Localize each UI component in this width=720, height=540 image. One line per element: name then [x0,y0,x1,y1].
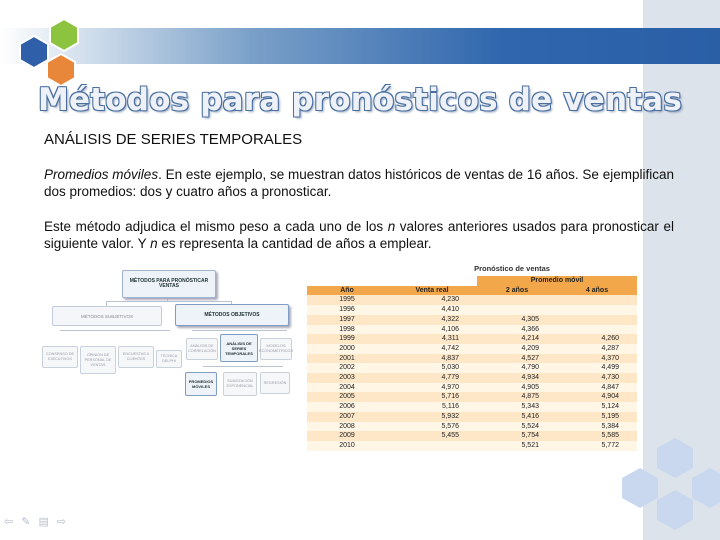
table-cell [387,441,477,451]
table-cell: 5,343 [477,402,557,412]
column-header: Año [307,286,387,296]
paragraph-method [44,218,674,252]
table-cell: 1997 [307,315,387,325]
table-cell: 4,260 [557,334,637,344]
table-row [307,383,637,393]
table-cell: 4,905 [477,383,557,393]
table-cell: 2005 [307,392,387,402]
table-cell: 2006 [307,402,387,412]
org-leaf-node: REGRESIÓN [260,372,290,394]
section-subtitle: ANÁLISIS DE SERIES TEMPORALES [44,131,303,148]
table-cell: 5,455 [387,431,477,441]
table-cell: 5,585 [557,431,637,441]
group-header: Promedio móvil [477,276,637,286]
table-cell: 4,875 [477,392,557,402]
hexagon-blue-icon [20,36,48,68]
table-cell: 4,366 [477,325,557,335]
paragraph-moving-averages [44,166,674,200]
hexagon-light-icon [657,490,693,530]
table-cell: 1999 [307,334,387,344]
org-root-node: MÉTODOS PARA PRONÓSTICAR VENTAS [122,270,216,298]
table-cell: 4,970 [387,383,477,393]
table-cell: 4,322 [387,315,477,325]
table-cell: 5,384 [557,422,637,432]
paragraph-text: es representa la cantidad de años a emplear. [157,236,432,251]
org-moving-average-node: PROMEDIOS MÓVILES [185,372,217,396]
table-cell: 1998 [307,325,387,335]
table-cell: 5,030 [387,363,477,373]
table-cell: 5,195 [557,412,637,422]
table-cell: 2002 [307,363,387,373]
table-cell: 4,730 [557,373,637,383]
table-cell: 2003 [307,373,387,383]
column-header: Venta real [387,286,477,296]
paragraph-text: Este método adjudica el mismo peso a cada uno de los [44,219,388,234]
table-row [307,402,637,412]
slide-nav-controls[interactable] [4,515,74,528]
org-leaf-node: ENCUESTAS A CLIENTES [118,346,154,368]
table-cell: 4,106 [387,325,477,335]
table-row [307,392,637,402]
table-row [307,363,637,373]
table-cell: 4,305 [477,315,557,325]
table-row [307,373,637,383]
table-cell: 2007 [307,412,387,422]
column-header: 2 años [477,286,557,296]
table-cell [557,305,637,315]
org-leaf-node: SUAVIZACIÓN EXPONENCIAL [223,372,257,396]
slide-title: Métodos para pronósticos de ventas [37,82,683,118]
table-cell: 4,847 [557,383,637,393]
table-cell: 1996 [307,305,387,315]
table-cell: 4,904 [557,392,637,402]
table-cell [557,325,637,335]
table-cell: 5,754 [477,431,557,441]
table-cell: 5,124 [557,402,637,412]
forecast-table [307,276,637,451]
back-arrow-icon[interactable]: ⇦ [4,516,22,528]
table-row [307,441,637,451]
table-row [307,412,637,422]
forward-arrow-icon[interactable]: ⇨ [56,516,75,528]
org-leaf-node: TÉCNICA DELPHI [156,350,182,368]
table-cell [557,295,637,305]
table-cell: 4,370 [557,354,637,364]
forecast-table-body [307,295,637,450]
table-cell: 4,790 [477,363,557,373]
table-cell: 2004 [307,383,387,393]
table-cell [477,295,557,305]
table-cell: 4,230 [387,295,477,305]
table-row [307,305,637,315]
emphasis-term: Promedios móviles [44,167,159,182]
table-cell: 1995 [307,295,387,305]
header-band [0,28,720,64]
table-row [307,431,637,441]
table-cell: 5,772 [557,441,637,451]
org-leaf-node: OPINIÓN DE PERSONAL DE VENTAS [80,346,116,374]
table-cell: 5,521 [477,441,557,451]
table-cell: 2008 [307,422,387,432]
table-cell: 2001 [307,354,387,364]
org-leaf-node: ANÁLISIS DE CORRELACIÓN [186,338,218,360]
table-cell: 4,837 [387,354,477,364]
menu-icon[interactable]: ▤ [38,516,57,528]
table-row [307,422,637,432]
table-cell: 4,209 [477,344,557,354]
pen-icon[interactable]: ✎ [21,516,39,528]
variable-n: n [150,236,158,251]
table-cell: 5,416 [477,412,557,422]
table-cell [477,305,557,315]
table-cell: 4,287 [557,344,637,354]
table-cell: 5,116 [387,402,477,412]
table-row [307,315,637,325]
table-cell: 5,524 [477,422,557,432]
methods-org-chart [40,268,293,398]
table-row [307,354,637,364]
forecast-table-title: Pronóstico de ventas [474,264,550,273]
table-cell: 2010 [307,441,387,451]
table-row [307,325,637,335]
org-subjective-node: MÉTODOS SUBJETIVOS [52,306,162,326]
table-cell: 4,214 [477,334,557,344]
table-cell: 4,779 [387,373,477,383]
table-cell: 2009 [307,431,387,441]
table-row [307,295,637,305]
table-cell: 5,716 [387,392,477,402]
org-leaf-node: MODELOS ECONOMÉTRICOS [260,338,292,360]
table-cell: 4,742 [387,344,477,354]
org-objective-node: MÉTODOS OBJETIVOS [175,304,289,326]
table-cell [557,315,637,325]
table-cell: 4,311 [387,334,477,344]
hexagon-green-icon [50,19,78,51]
table-row [307,334,637,344]
variable-n: n [387,219,396,234]
hexagon-light-icon [622,468,658,508]
table-cell: 5,932 [387,412,477,422]
table-cell: 4,499 [557,363,637,373]
forecast-table-image [307,264,637,451]
hexagon-light-icon [657,438,693,478]
column-header: 4 años [557,286,637,296]
table-cell: 4,527 [477,354,557,364]
org-series-node: ANÁLISIS DE SERIES TEMPORALES [220,334,258,362]
table-cell: 4,934 [477,373,557,383]
hexagon-light-icon [692,468,720,508]
table-cell: 4,410 [387,305,477,315]
paragraph-text: valores anteriores usados para pronosticar el siguiente valor. Y [44,219,674,251]
org-leaf-node: CONSENSO DE EJECUTIVOS [42,346,78,368]
table-cell: 2000 [307,344,387,354]
table-cell: 5,576 [387,422,477,432]
paragraph-text: . En este ejemplo, se muestran datos históricos de ventas de 16 años. Se ejemplifican dos promedios: dos y cuatro años a pronosticar. [44,167,674,199]
table-row [307,344,637,354]
